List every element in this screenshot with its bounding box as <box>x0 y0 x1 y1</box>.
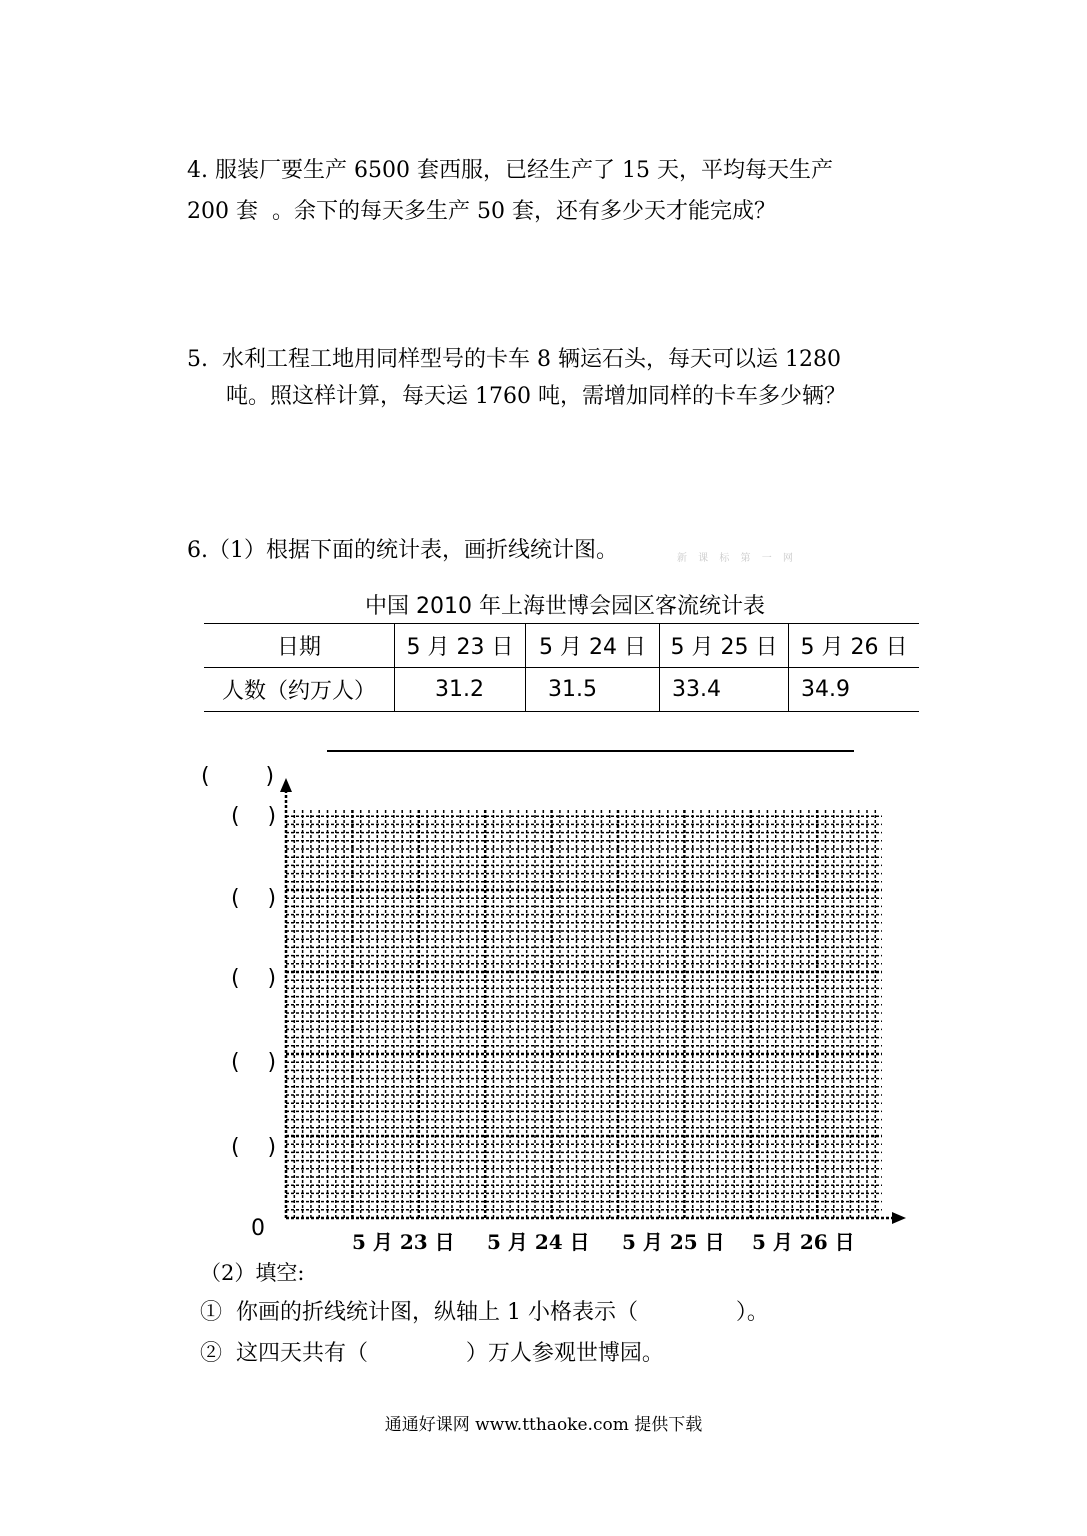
y-axis-arrow <box>280 778 292 792</box>
q5-line1: 5. 水利工程工地用同样型号的卡车 8 辆运石头，每天可以运 1280 <box>187 347 841 372</box>
y-tick-placeholder: ( ) <box>231 966 277 991</box>
x-axis-arrow <box>892 1212 906 1224</box>
y-unit-placeholder: ( ) <box>201 764 275 789</box>
table-date-cell: 5 月 24 日 <box>526 624 660 668</box>
y-tick-placeholder: ( ) <box>231 1050 277 1075</box>
table-value-cell: 31.5 <box>526 668 660 712</box>
footer-source: 通通好课网 www.tthaoke.com 提供下载 <box>384 1415 703 1435</box>
table-row-label: 人数（约万人） <box>204 668 395 712</box>
x-axis-label: 5 月 24 日 <box>487 1230 590 1254</box>
table-date-cell: 5 月 25 日 <box>660 624 789 668</box>
y-tick-placeholder: ( ) <box>231 804 277 829</box>
table-title: 中国 2010 年上海世博会园区客流统计表 <box>365 594 765 619</box>
fill-blank-2: ② 这四天共有（ ）万人参观世博园。 <box>200 1341 664 1366</box>
y-tick-placeholder: ( ) <box>231 886 277 911</box>
table-value-cell: 33.4 <box>660 668 789 712</box>
table-value-cell: 34.9 <box>789 668 920 712</box>
part2-heading: （2）填空: <box>200 1261 305 1285</box>
table-date-cell: 5 月 26 日 <box>789 624 920 668</box>
q5-line2: 吨。照这样计算，每天运 1760 吨，需增加同样的卡车多少辆？ <box>226 384 846 409</box>
origin-label: 0 <box>251 1216 265 1241</box>
x-axis-label: 5 月 26 日 <box>752 1230 855 1254</box>
q4-line1: 4. 服装厂要生产 6500 套西服，已经生产了 15 天，平均每天生产 <box>187 158 833 183</box>
table-value-cell: 31.2 <box>395 668 526 712</box>
watermark: 新 课 标 第 一 网 <box>677 553 797 564</box>
table-date-cell: 5 月 23 日 <box>395 624 526 668</box>
x-axis-label: 5 月 25 日 <box>622 1230 725 1254</box>
table-header-label: 日期 <box>204 624 395 668</box>
fill-blank-1: ① 你画的折线统计图，纵轴上 1 小格表示（ ）。 <box>200 1300 769 1325</box>
q6-heading: 6.（1）根据下面的统计表，画折线统计图。 <box>187 538 618 563</box>
q4-line2: 200 套 。余下的每天多生产 50 套，还有多少天才能完成？ <box>187 199 776 224</box>
x-axis-label: 5 月 23 日 <box>352 1230 455 1254</box>
y-tick-placeholder: ( ) <box>231 1135 277 1160</box>
